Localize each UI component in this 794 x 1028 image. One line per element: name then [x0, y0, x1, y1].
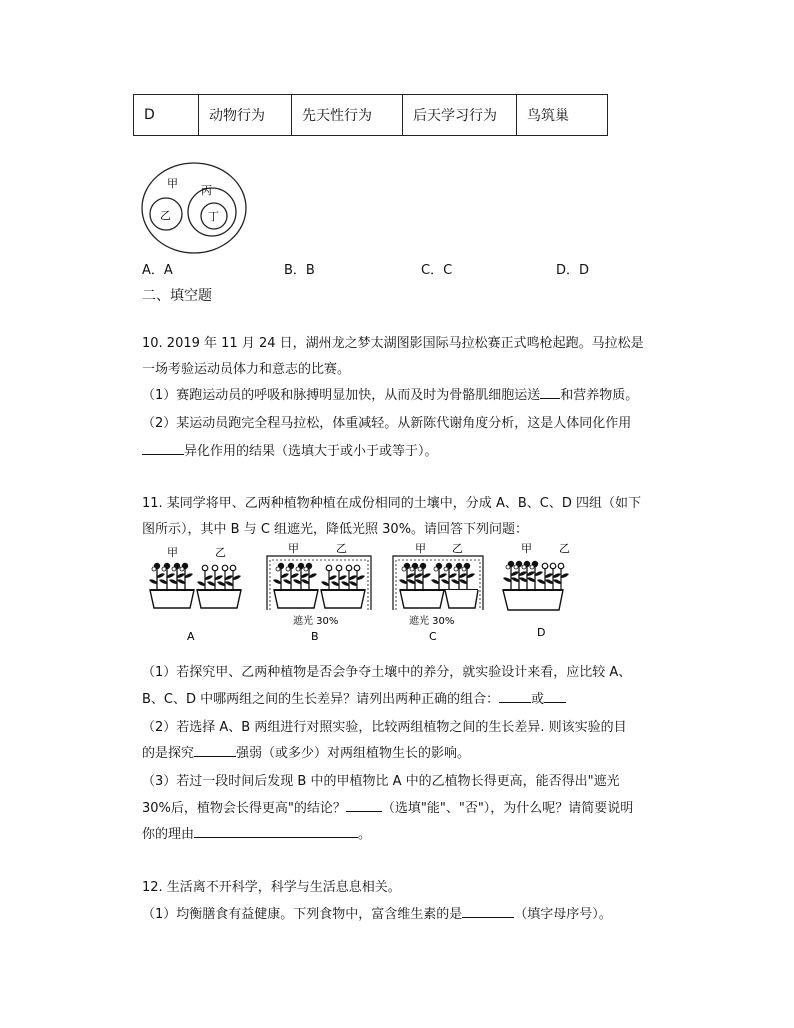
pot-d-label-jia: 甲 [521, 542, 532, 555]
q11-part2-line-2 [142, 742, 470, 761]
q10-line-2: 一场考验运动员体力和意志的比赛。 [142, 362, 351, 377]
venn-label-inner: 丁 [208, 210, 219, 223]
section-title: 二、填空题 [142, 288, 212, 304]
q10-line-5 [142, 440, 438, 459]
q11-part2-line-1: （2）若选择 A、B 两组进行对照实验，比较两组植物之间的生长差异. 则该实验的目 [142, 720, 627, 735]
choice-d[interactable]: D．D [556, 263, 590, 278]
venn-label-outer: 甲 [167, 177, 178, 190]
group-label-d: D [537, 626, 546, 639]
q11-part1-line-1: （1）若探究甲、乙两种植物是否会争夺土壤中的养分，就实验设计来看，应比较 A、 [142, 665, 632, 680]
group-label-b: B [311, 630, 319, 643]
q12-line-2 [142, 903, 612, 922]
q11-part2-tail: 强弱（或多少）对两组植物生长的影响。 [236, 746, 471, 761]
pot-group-b [267, 542, 371, 643]
q11-part3-tail: （选填"能"、"否"），为什么呢？请简要说明 [381, 801, 634, 816]
option-table [133, 94, 608, 136]
q10-part1-text: （1）赛跑运动员的呼吸和脉搏明显加快，从而及时为骨骼肌细胞运送 [142, 388, 541, 403]
q11-part3-line-2 [142, 797, 633, 816]
pot-b-label-jia: 甲 [288, 542, 299, 555]
q11-line-2: 图所示），其中 B 与 C 组遮光，降低光照 30%。请回答下列问题： [142, 522, 529, 537]
group-label-a: A [187, 630, 195, 643]
q11-blank-5[interactable] [194, 825, 358, 838]
pot-group-c [393, 542, 483, 643]
pot-c-label-yi: 乙 [452, 542, 463, 555]
q11-part3-text: 30%后，植物会长得更高"的结论？ [142, 801, 346, 816]
q11-line-1: 11. 某同学将甲、乙两种植物种植在成份相同的土壤中，分成 A、B、C、D 四组（如下 [142, 496, 641, 511]
q10-part2-tail: 异化作用的结果（选填大于或小于或等于）。 [184, 444, 438, 459]
venn-diagram [140, 162, 252, 256]
table-cell: 动物行为 [199, 95, 292, 136]
table-cell: 先天性行为 [292, 95, 403, 136]
pot-d-label-yi: 乙 [559, 542, 570, 555]
pot-group-a [149, 546, 241, 643]
plant-experiment-figure [145, 540, 570, 644]
q12-line-1: 12. 生活离不开科学，科学与生活息息相关。 [142, 880, 401, 895]
q10-blank-2[interactable] [142, 442, 184, 455]
answer-choices [142, 259, 662, 279]
q10-line-1: 10. 2019 年 11 月 24 日，湖州龙之梦太湖图影国际马拉松赛正式鸣枪起跑。马拉松是 [142, 336, 644, 351]
q11-period: 。 [358, 827, 372, 842]
q11-part1-text: B、C、D 中哪两组之间的生长差异？请列出两种正确的组合： [142, 692, 500, 707]
q10-part1-tail: 和营养物质。 [560, 388, 639, 403]
shade-label-b: 遮光 30% [293, 616, 339, 627]
q11-reason-text: 你的理由 [142, 827, 195, 842]
q12-blank-1[interactable] [462, 905, 514, 918]
group-label-c: C [429, 630, 437, 643]
choice-b[interactable]: B．B [284, 263, 315, 278]
venn-label-left: 乙 [160, 209, 171, 222]
choice-a[interactable]: A．A [142, 263, 173, 278]
q11-part3-line-1: （3）若过一段时间后发现 B 中的甲植物比 A 中的乙植物长得更高，能否得出"遮光 [142, 774, 620, 789]
q11-blank-2[interactable] [544, 690, 566, 703]
table-cell: D [134, 95, 199, 136]
pot-b-label-yi: 乙 [336, 542, 347, 555]
q10-line-4: （2）某运动员跑完全程马拉松，体重减轻。从新陈代谢角度分析，这是人体同化作用 [142, 416, 632, 431]
q12-part1-text: （1）均衡膳食有益健康。下列食物中，富含维生素的是 [142, 907, 463, 922]
pot-group-d [503, 542, 570, 639]
table-row [134, 95, 608, 136]
table-cell: 后天学习行为 [403, 95, 517, 136]
q11-part2-text: 的是探究 [142, 746, 195, 761]
venn-outer-circle [142, 163, 246, 253]
q10-blank-1[interactable] [540, 386, 560, 399]
q11-blank-3[interactable] [194, 744, 236, 757]
table-cell: 鸟筑巢 [517, 95, 608, 136]
q11-part3-line-3 [142, 823, 371, 842]
q11-blank-1[interactable] [499, 690, 531, 703]
q11-blank-4[interactable] [346, 799, 382, 812]
pot-a-label-yi: 乙 [215, 546, 226, 559]
q11-or-text: 或 [531, 692, 545, 707]
q10-line-3 [142, 384, 638, 403]
choice-c[interactable]: C．C [421, 263, 453, 278]
q11-part1-line-2 [142, 688, 566, 707]
shade-label-c: 遮光 30% [409, 616, 455, 627]
venn-label-right: 丙 [201, 184, 212, 197]
pot-a-label-jia: 甲 [167, 546, 178, 559]
pot-c-label-jia: 甲 [415, 542, 426, 555]
q12-part1-tail: （填字母序号）。 [514, 907, 612, 922]
